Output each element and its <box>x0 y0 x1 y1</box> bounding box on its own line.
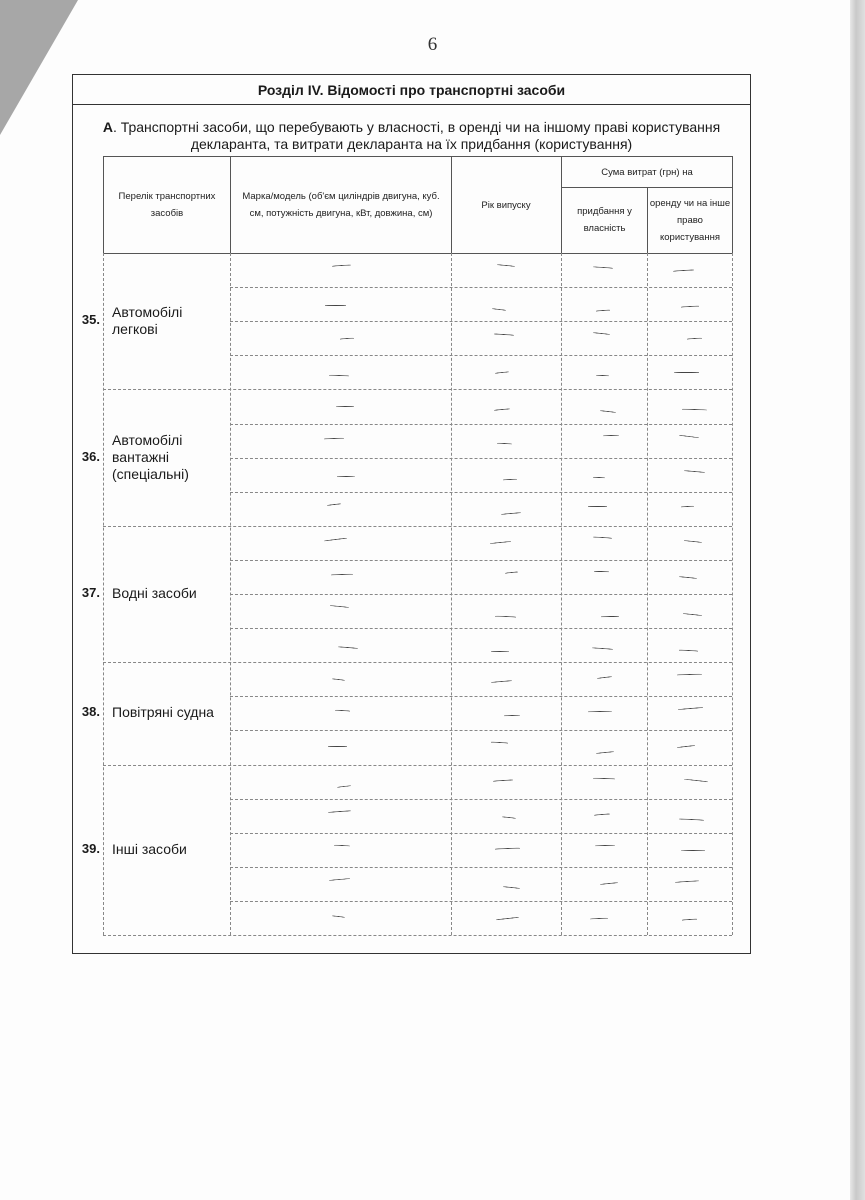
header-rent: оренду чи на інше право користування <box>649 197 731 243</box>
group-label: Автомобілі легкові <box>112 303 183 337</box>
empty-cell-dash <box>588 506 607 507</box>
row-divider <box>230 321 732 322</box>
header-brand-model: Марка/модель (об'єм циліндрів двигуна, куб. см, потужність двигуна, кВт, довжина, см) <box>242 191 440 219</box>
row-divider <box>230 628 732 629</box>
empty-cell-dash <box>603 434 619 436</box>
header-year: Рік випуску <box>481 199 531 211</box>
empty-cell-dash <box>504 714 520 715</box>
page-number: 6 <box>427 34 438 55</box>
column-divider <box>103 253 104 935</box>
header-purchase: придбання у власність <box>577 206 632 234</box>
row-divider <box>230 799 732 800</box>
empty-cell-dash <box>681 505 694 507</box>
header-list: Перелік транспортних засобів <box>118 191 216 219</box>
row-divider <box>230 492 732 493</box>
group-number: 37. <box>81 585 100 600</box>
group-number: 39. <box>81 840 100 856</box>
group-number: 38. <box>81 704 100 720</box>
column-divider <box>230 156 231 253</box>
row-divider <box>230 696 732 697</box>
group-label: Водні засоби <box>112 585 197 601</box>
header-bottom-border <box>103 253 732 254</box>
group-number: 35. <box>81 312 100 328</box>
group-divider <box>103 526 732 527</box>
group-number: 36. <box>81 448 100 464</box>
row-divider <box>230 560 732 561</box>
empty-cell-dash <box>491 651 509 652</box>
group-label: Інші засоби <box>112 840 187 857</box>
row-divider <box>230 730 732 731</box>
subsection-letter: А <box>102 119 113 135</box>
row-divider <box>230 594 732 595</box>
row-divider <box>230 424 732 425</box>
section-title: Розділ IV. Відомості про транспортні засоби <box>73 75 750 105</box>
empty-cell-dash <box>674 372 699 373</box>
subsection-text-line2: декларанта, та витрати декларанта на їх придбання (користування) <box>190 136 633 152</box>
group-divider <box>103 389 732 390</box>
column-divider <box>732 253 733 935</box>
row-divider <box>230 287 732 288</box>
row-divider <box>230 833 732 834</box>
table-bottom-border <box>103 935 732 936</box>
group-divider <box>103 662 732 663</box>
scan-corner-shadow <box>0 0 78 135</box>
group-label: Повітряні судна <box>112 704 214 721</box>
row-divider <box>230 355 732 356</box>
row-divider <box>230 458 732 459</box>
empty-cell-dash <box>325 305 346 306</box>
row-divider <box>230 901 732 902</box>
subsection-heading <box>73 119 750 153</box>
column-divider <box>732 156 733 253</box>
empty-cell-dash <box>337 476 355 477</box>
group-label: Автомобілі вантажні (спеціальні) <box>112 431 189 482</box>
empty-cell-dash <box>596 374 609 375</box>
header-expenses-group: Сума витрат (грн) на <box>601 166 693 178</box>
subsection-text-line1: . Транспортні засоби, що перебувають у власності, в оренді чи на іншому праві користування <box>112 119 721 135</box>
row-divider <box>230 867 732 868</box>
scan-edge-shadow <box>850 0 865 1200</box>
group-divider <box>103 765 732 766</box>
